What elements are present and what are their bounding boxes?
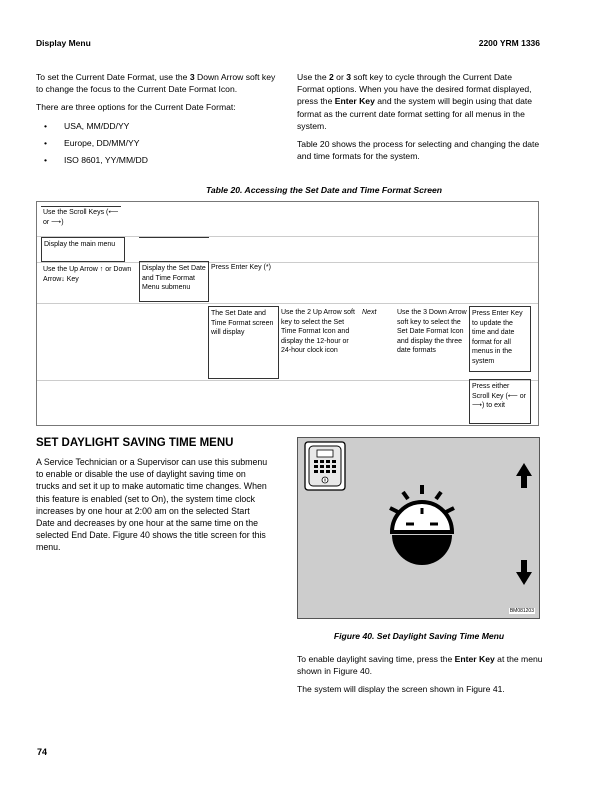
table-cell-press-enter: Press Enter Key (*) xyxy=(211,264,271,271)
figure-image-id: BM081203 xyxy=(509,608,534,614)
row-divider xyxy=(37,303,538,304)
date-format-options-list xyxy=(36,120,282,167)
page-number: 74 xyxy=(37,747,48,757)
cell-top-rule xyxy=(139,237,209,238)
intro-paragraph-2: There are three options for the Current Date Format: xyxy=(36,102,236,113)
down-arrow-icon xyxy=(516,560,532,585)
figure-caption: Figure 40. Set Daylight Saving Time Menu xyxy=(333,631,505,641)
table-cell-press-scroll-exit: Press either Scroll Key (⟵ or ⟶) to exit xyxy=(469,379,531,424)
table-cell-up-down-arrow: Use the Up Arrow ↑ or Down Arrow↓ Key xyxy=(43,266,132,283)
table-cell-display-main-menu: Display the main menu xyxy=(41,237,125,262)
cycle-formats-paragraph: Use the 2 or 3 soft key to cycle through the Current Date Format options. When you have the desired format displayed, press the Enter Key and the system will begin using that date format as the current date format setting for all menus in the system. xyxy=(297,72,533,131)
section-heading: SET DAYLIGHT SAVING TIME MENU xyxy=(36,437,234,449)
table-reference-paragraph: Table 20 shows the process for selecting and changing the date and time formats for the system. xyxy=(297,139,540,162)
intro-paragraph-1: To set the Current Date Format, use the 3 Down Arrow soft key to change the focus to the Current Date Format Icon. xyxy=(36,72,276,95)
right-intro-column xyxy=(297,71,541,168)
table-cell-press-enter-update: Press Enter Key to update the time and date format for all menus in the system xyxy=(469,306,531,372)
table-caption: Table 20. Accessing the Set Date and Time Format Screen xyxy=(205,185,443,195)
table-cell-screen-display: The Set Date and Time Format screen will display xyxy=(208,306,279,379)
running-header-section: Display Menu xyxy=(36,38,91,48)
list-item: • USA, MM/DD/YY xyxy=(36,120,282,132)
next-screen-paragraph: The system will display the screen shown in Figure 41. xyxy=(297,684,505,695)
enable-dst-paragraph: To enable daylight saving time, press the Enter Key at the menu shown in Figure 40. xyxy=(297,654,543,677)
keypad-icon xyxy=(305,442,345,490)
table-cell-display-submenu: Display the Set Date and Time Format Menu submenu xyxy=(139,261,209,302)
table-cell-next: Next xyxy=(362,309,377,316)
sun-horizon-icon xyxy=(390,485,454,565)
list-item: • Europe, DD/MM/YY xyxy=(36,137,282,149)
figure-40-graphics xyxy=(298,438,541,620)
date-time-format-table xyxy=(36,201,539,426)
table-cell-use-2-up: Use the 2 Up Arrow soft key to select the Set Time Format Icon and display the 12-hour or 24-hour clock icon xyxy=(281,309,355,355)
left-intro-column xyxy=(36,71,282,171)
list-item: • ISO 8601, YY/MM/DD xyxy=(36,154,282,166)
row-divider xyxy=(37,380,538,381)
running-header-doc-id: 2200 YRM 1336 xyxy=(478,38,540,48)
figure-40-screen xyxy=(297,437,540,619)
table-cell-scroll-keys: Use the Scroll Keys (⟵ or ⟶) xyxy=(43,209,119,226)
up-arrow-icon xyxy=(516,463,532,488)
section-body: A Service Technician or a Supervisor can use this submenu to enable or disable the use of daylight saving time on trucks and set it up to make automatic time changes. When this feature is enabled (set to On), the system time clock increases by one hour at 2:00 am on the selected Start Date and decreases by one hour at the same time on the selected End Date. Figure 40 shows the title screen for this menu. xyxy=(36,457,268,553)
after-figure-text xyxy=(297,653,543,702)
table-cell-use-3-down: Use the 3 Down Arrow soft key to select the Set Date Format Icon and display the three date formats xyxy=(397,309,467,355)
